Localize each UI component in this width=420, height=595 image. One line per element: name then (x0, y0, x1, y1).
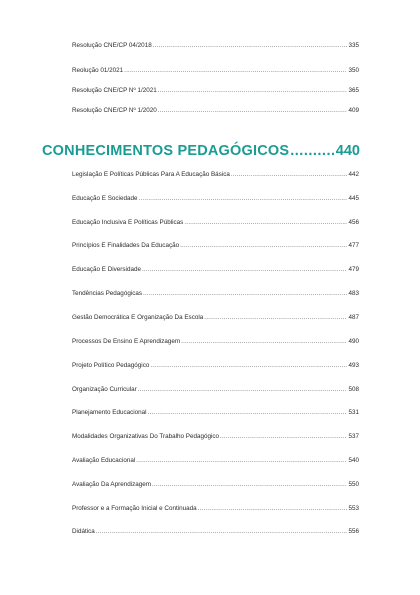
toc-entry-title: Tendências Pedagógicas (72, 290, 143, 297)
dot-leader (143, 290, 347, 298)
toc-entry-title: Legislação E Políticas Públicas Para A Educação Básica (72, 171, 230, 178)
section-page: 440 (335, 143, 360, 159)
section-heading[interactable] (42, 142, 360, 160)
dot-leader (138, 195, 347, 203)
toc-entry-title: Resolução CNE/CP 04/2018 (72, 42, 152, 49)
toc-entry-page: 537 (348, 433, 359, 440)
toc-entry[interactable] (72, 87, 359, 95)
dot-leader (153, 42, 348, 50)
toc-entry[interactable] (72, 457, 359, 465)
dot-leader (136, 457, 347, 465)
dot-leader (231, 171, 348, 179)
toc-entry-page: 550 (348, 481, 359, 488)
toc-entry-title: Princípios E Finalidades Da Educação (72, 242, 180, 249)
dot-leader (150, 362, 347, 370)
dot-leader (180, 242, 347, 250)
toc-entry-title: Didática (72, 528, 95, 535)
toc-entry-title: Educação Inclusiva E Políticas Públicas (72, 219, 184, 226)
dot-leader (148, 409, 348, 417)
toc-entry[interactable] (72, 314, 359, 322)
toc-entry[interactable] (72, 362, 359, 370)
toc-entry-page: 350 (348, 67, 359, 74)
dot-leader (152, 481, 347, 489)
toc-entry-title: Planejamento Educacional (72, 409, 147, 416)
toc-entry-title: Reolução 01/2021 (72, 67, 124, 74)
toc-entry[interactable] (72, 107, 359, 115)
dot-leader (204, 314, 347, 322)
dot-leader (290, 142, 335, 160)
toc-entry[interactable] (72, 290, 359, 298)
dot-leader (142, 266, 348, 274)
section-title: CONHECIMENTOS PEDAGÓGICOS (42, 143, 290, 159)
toc-entry-page: 479 (348, 266, 359, 273)
toc-entry-page: 487 (348, 314, 359, 321)
dot-leader (158, 87, 348, 95)
toc-entry-page: 456 (348, 219, 359, 226)
toc-entry[interactable] (72, 42, 359, 50)
toc-entry[interactable] (72, 433, 359, 441)
toc-entry[interactable] (72, 67, 359, 75)
toc-entry-title: Processos De Ensino E Aprendizagem (72, 338, 181, 345)
toc-entry[interactable] (72, 219, 359, 227)
toc-entry-page: 553 (348, 505, 359, 512)
toc-entry-page: 365 (348, 87, 359, 94)
dot-leader (220, 433, 347, 441)
toc-entry-page: 445 (348, 195, 359, 202)
toc-entry[interactable] (72, 338, 359, 346)
toc-entry[interactable] (72, 505, 359, 513)
toc-entry[interactable] (72, 266, 359, 274)
toc-entry[interactable] (72, 409, 359, 417)
toc-entry-title: Modalidades Organizativas Do Trabalho Pedagógico (72, 433, 220, 440)
dot-leader (158, 107, 348, 115)
toc-entry-title: Projeto Político Pedagógico (72, 362, 150, 369)
dot-leader (181, 338, 347, 346)
toc-entry-title: Gestão Democrática E Organização Da Escola (72, 314, 204, 321)
toc-entry-page: 483 (348, 290, 359, 297)
toc-entry-page: 493 (348, 362, 359, 369)
dot-leader (96, 528, 348, 536)
toc-entry-page: 477 (348, 242, 359, 249)
toc-entry-page: 442 (348, 171, 359, 178)
toc-entry-page: 508 (348, 386, 359, 393)
toc-entry-title: Resolução CNE/CP Nº 1/2020 (72, 107, 157, 114)
toc-entry[interactable] (72, 386, 359, 394)
toc-entry[interactable] (72, 481, 359, 489)
toc-entry-title: Professor e a Formação Inicial e Continuada (72, 505, 197, 512)
toc-entry-title: Resolução CNE/CP Nº 1/2021 (72, 87, 157, 94)
toc-entry-page: 540 (348, 457, 359, 464)
toc-entry[interactable] (72, 195, 359, 203)
dot-leader (124, 67, 347, 75)
toc-entry-page: 531 (348, 409, 359, 416)
toc-entry-title: Organização Curricular (72, 386, 137, 393)
toc-entry[interactable] (72, 242, 359, 250)
toc-entry[interactable] (72, 528, 359, 536)
toc-entry[interactable] (72, 171, 359, 179)
dot-leader (184, 219, 347, 227)
toc-entry-title: Avaliação Educacional (72, 457, 136, 464)
dot-leader (138, 386, 348, 394)
toc-entry-page: 335 (348, 42, 359, 49)
toc-entry-title: Avaliação Da Aprendizagem (72, 481, 151, 488)
toc-entry-page: 490 (348, 338, 359, 345)
toc-entry-title: Educação E Diversidade (72, 266, 141, 273)
toc-entry-page: 409 (348, 107, 359, 114)
toc-entry-title: Educação E Sociedade (72, 195, 138, 202)
toc-entry-page: 556 (348, 528, 359, 535)
dot-leader (198, 505, 348, 513)
